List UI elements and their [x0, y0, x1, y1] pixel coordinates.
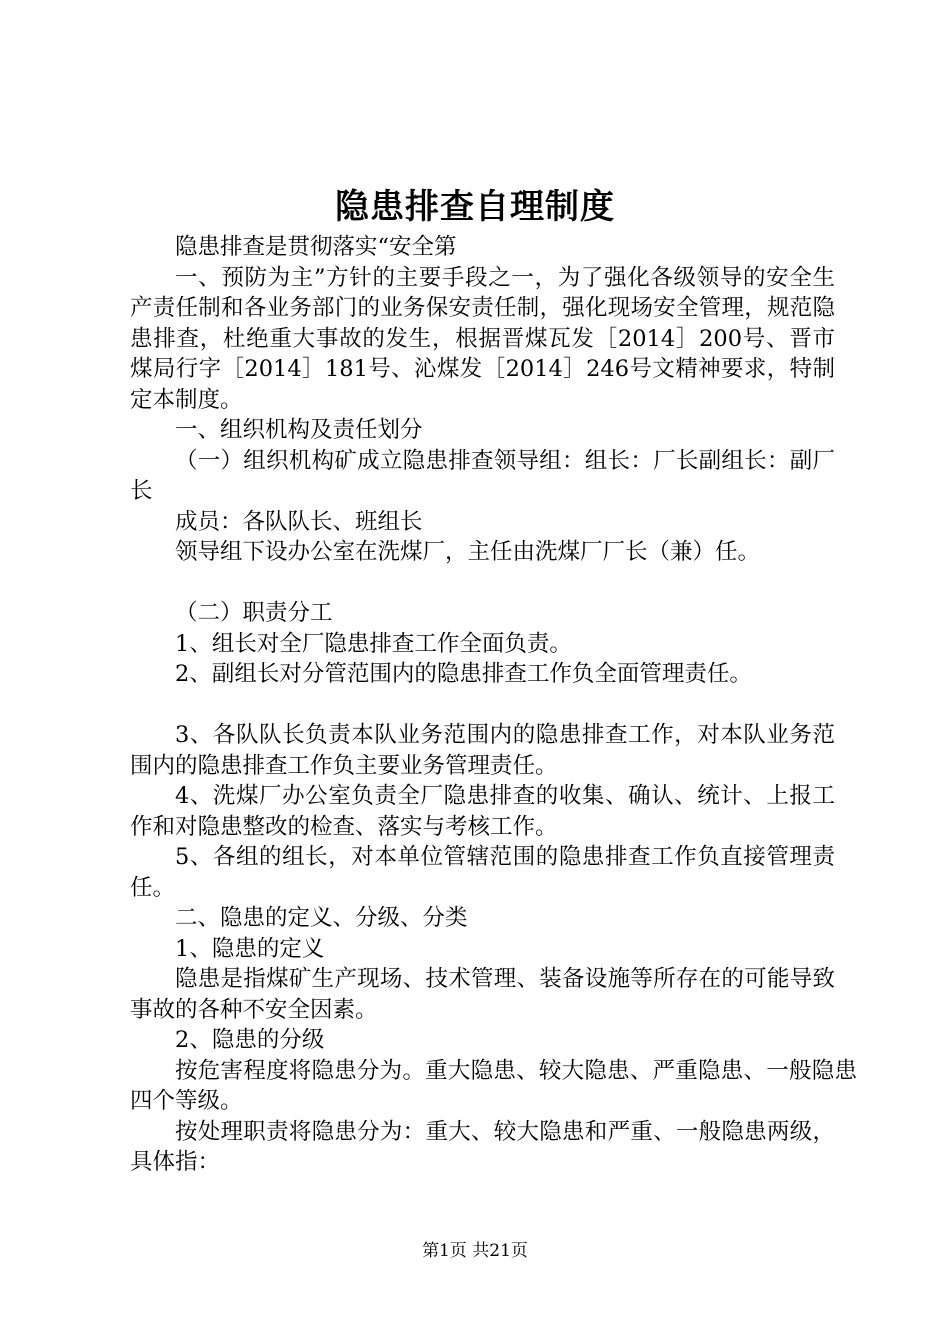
document-title: 隐患排查自理制度: [335, 187, 615, 227]
subheading-grading: 2、隐患的分级: [175, 1027, 325, 1053]
subheading-definition: 1、隐患的定义: [175, 935, 325, 962]
paragraph-duty-3: 3、各队队长负责本队业务范围内的隐患排查工作，对本队业务范围内的隐患排查工作负主要业务管理责任。: [130, 722, 835, 779]
paragraph-definition: 隐患是指煤矿生产现场、技术管理、装备设施等所存在的可能导致事故的各种不安全因素。: [130, 966, 835, 1023]
paragraph-duty-4: 4、洗煤厂办公室负责全厂隐患排查的收集、确认、统计、上报工作和对隐患整改的检查、落实与考核工作。: [130, 783, 835, 840]
heading-duties: （二）职责分工: [175, 600, 333, 626]
paragraph-grading-duty: 按处理职责将隐患分为：重大、较大隐患和严重、一般隐患两级，具体指：: [130, 1118, 835, 1175]
paragraph-duty-2: 2、副组长对分管范围内的隐患排查工作负全面管理责任。: [175, 661, 752, 687]
paragraph-org-structure: （一）组织机构矿成立隐患排查领导组：组长：厂长副组长：副厂长: [130, 447, 835, 504]
page-footer: 第1页 共21页: [422, 1241, 528, 1261]
paragraph-intro: 隐患排查是贯彻落实“安全第: [175, 234, 457, 260]
paragraph-office: 领导组下设办公室在洗煤厂，主任由洗煤厂厂长（兼）任。: [175, 539, 761, 565]
paragraph-members: 成员：各队队长、班组长: [175, 508, 423, 535]
heading-definition: 二、隐患的定义、分级、分类: [175, 905, 468, 931]
document-body: [130, 232, 857, 1178]
paragraph-grading-severity: 按危害程度将隐患分为。重大隐患、较大隐患、严重隐患、一般隐患四个等级。: [130, 1057, 857, 1114]
paragraph-duty-1: 1、组长对全厂隐患排查工作全面负责。: [175, 630, 572, 657]
heading-organization: 一、组织机构及责任划分: [175, 417, 423, 443]
paragraph-purpose: 一、预防为主”方针的主要手段之一，为了强化各级领导的安全生产责任制和各业务部门的业务保安责任制，强化现场安全管理，规范隐患排查，杜绝重大事故的发生，根据晋煤瓦发［2014］200号、晋市煤局行字［2014］181号、沁煤发［2014］246号文精神要求，特制定本制度。: [130, 264, 835, 413]
paragraph-duty-5: 5、各组的组长，对本单位管辖范围的隐患排查工作负直接管理责任。: [130, 844, 835, 901]
